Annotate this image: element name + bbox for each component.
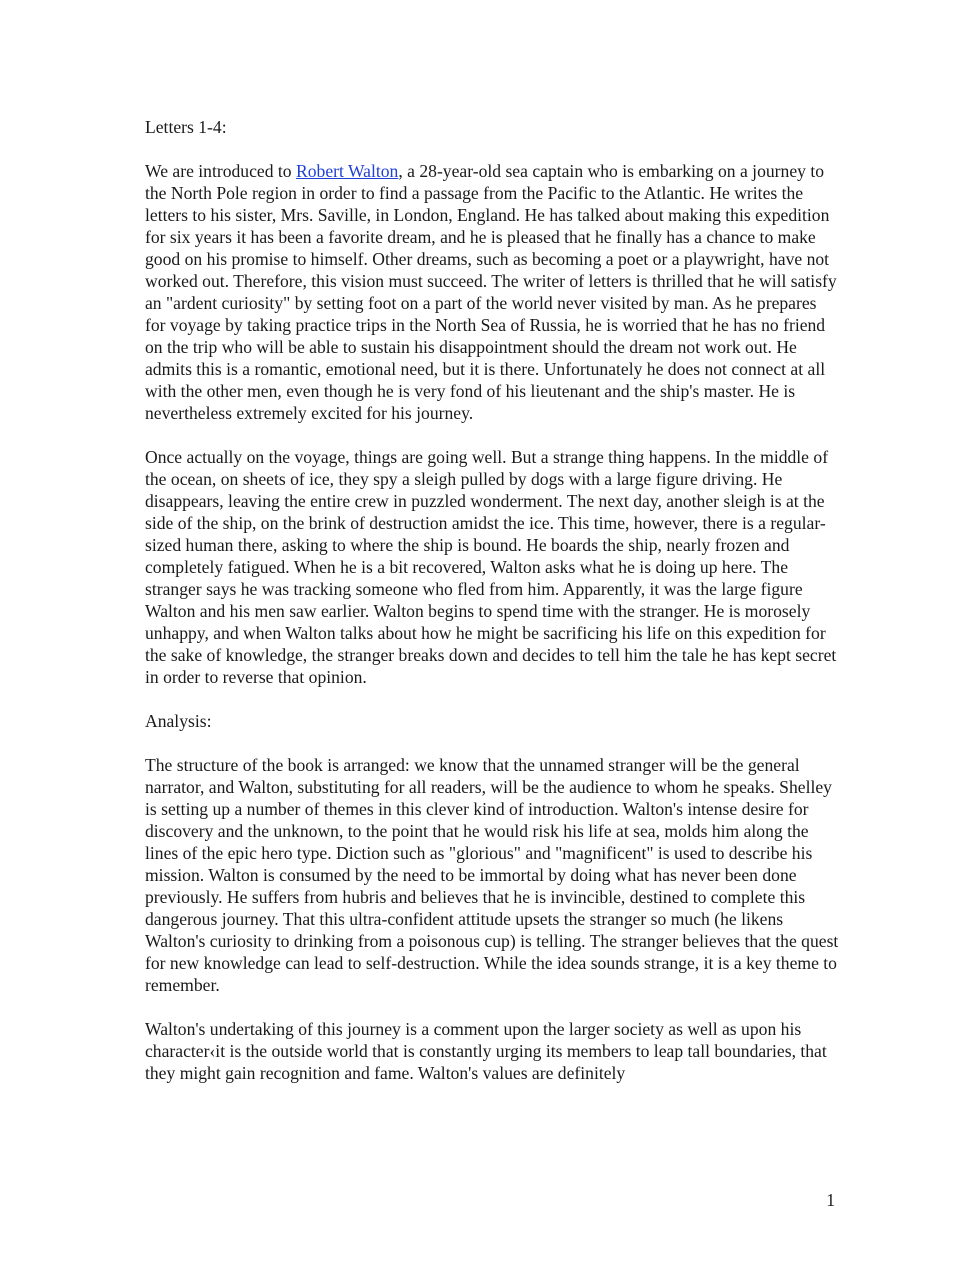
analysis-paragraph-1: The structure of the book is arranged: we know that the unnamed stranger will be the general narrator, and Walton, substituting for all readers, will be the audience to whom he speaks. Shelley is setting up a number of themes in this clever kind of introduction. Walton's intense desire for discovery and the unknown, to the point that he would risk his life at sea, molds him along the lines of the epic hero type. Diction such as "glorious" and "magnificent" is used to describe his mission. Walton is consumed by the need to be immortal by doing what has never been done previously. He suffers from hubris and believes that he is invincible, destined to complete this dangerous journey. That this ultra-confident attitude upsets the stranger so much (he likens Walton's curiosity to drinking from a poisonous cup) is telling. The stranger believes that the quest for new knowledge can lead to self-destruction. While the idea sounds strange, it is a key theme to remember. (145, 755, 839, 995)
summary-paragraph-1 (145, 160, 840, 424)
paragraph-text-after-link: , a 28-year-old sea captain who is embarking on a journey to the North Pole region in order to find a passage from the Pacific to the Atlantic. He writes the letters to his sister, Mrs. Saville, in London, England. He has talked about making this expedition for six years it has been a favorite dream, and he is pleased that he finally has a chance to make good on his promise to himself. Other dreams, such as becoming a poet or a playwright, have not worked out. Therefore, this vision must succeed. The writer of letters is thrilled that he will satisfy an "ardent curiosity" by setting foot on a part of the world never visited by man. As he prepares for voyage by taking practice trips in the North Sea of Russia, he is worried that he has no friend on the trip who will be able to sustain his disappointment should the dream not work out. He admits this is a romantic, emotional need, but it is there. Unfortunately he does not connect at all with the other men, even though he is very fond of his lieutenant and the ship's master. He is nevertheless extremely excited for his journey. (145, 161, 837, 423)
analysis-paragraph-2: Walton's undertaking of this journey is a comment upon the larger society as well as upon his character‹it is the outside world that is constantly urging its members to leap tall boundaries, that they might gain recognition and fame. Walton's values are definitely (145, 1019, 827, 1083)
robert-walton-link[interactable]: Robert Walton (296, 161, 399, 181)
section-heading-analysis: Analysis: (145, 711, 212, 731)
document-page (145, 116, 840, 1084)
paragraph-text-before-link: We are introduced to (145, 161, 296, 181)
page-number: 1 (826, 1190, 835, 1210)
summary-paragraph-2: Once actually on the voyage, things are going well. But a strange thing happens. In the middle of the ocean, on sheets of ice, they spy a sleigh pulled by dogs with a large figure driving. He disappears, leaving the entire crew in puzzled wonderment. The next day, another sleigh is at the side of the ship, on the brink of destruction amidst the ice. This time, however, there is a regular-sized human there, asking to where the ship is bound. He boards the ship, nearly frozen and completely fatigued. When he is a bit recovered, Walton asks what he is doing up here. The stranger says he was tracking someone who fled from him. Apparently, it was the large figure Walton and his men saw earlier. Walton begins to spend time with the stranger. He is morosely unhappy, and when Walton talks about how he might be sacrificing his life on this expedition for the sake of knowledge, the stranger breaks down and decides to tell him the tale he has kept secret in order to reverse that opinion. (145, 447, 837, 687)
section-heading-letters: Letters 1-4: (145, 117, 227, 137)
